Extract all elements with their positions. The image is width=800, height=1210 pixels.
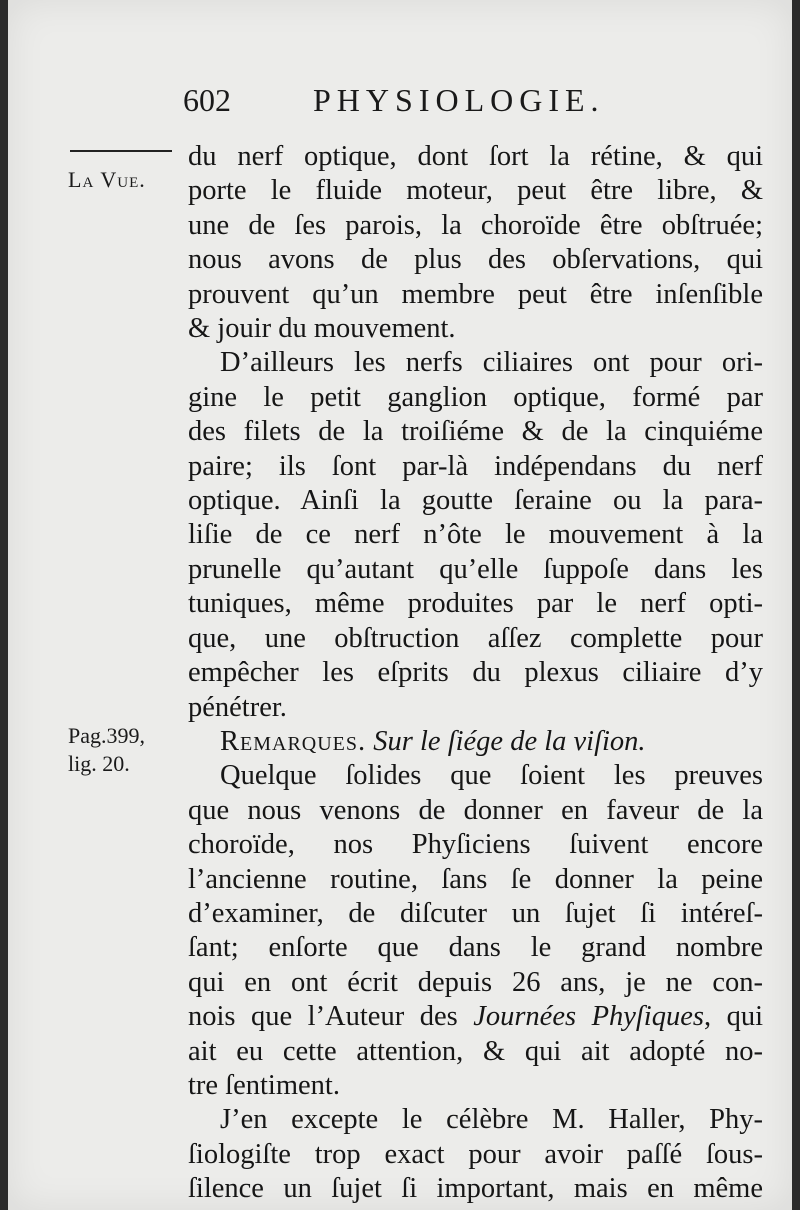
text-segment: nois que l’Auteur des (188, 1001, 474, 1033)
text-line: ſiologiſte trop exact pour avoir paſſé ſous- (188, 1138, 763, 1170)
text-line: choroïde, nos Phyſiciens ſuivent encore (188, 829, 763, 861)
text-line: tre ſentiment. (188, 1069, 340, 1101)
text-line: ſant; enſorte que dans le grand nombre (188, 932, 763, 964)
text-line: pénétrer. (188, 691, 287, 723)
text-line: ait eu cette attention, & qui ait adopté no- (188, 1035, 763, 1067)
text-line: d’examiner, de diſcuter un ſujet ſi intéreſ- (188, 897, 763, 929)
text-line: tuniques, même produites par le nerf opti- (188, 588, 763, 620)
text-line: une de ſes parois, la choroïde être obſtruée; (188, 209, 763, 241)
text-line: qui en ont écrit depuis 26 ans, je ne con- (188, 966, 763, 998)
body-text (188, 140, 763, 1207)
section-heading (188, 725, 763, 759)
text-line: liſie de ce nerf n’ôte le mouvement à la (188, 519, 763, 551)
text-line: porte le fluide moteur, peut être libre, & (188, 175, 763, 207)
margin-page-reference (68, 722, 145, 778)
text-line: J’en excepte le célèbre M. Haller, Phy- (220, 1104, 763, 1136)
text-line: ſilence un ſujet ſi important, mais en même (188, 1173, 763, 1205)
running-title: PHYSIOLOGIE. (313, 82, 605, 118)
text-line: prunelle qu’autant qu’elle ſuppoſe dans les (188, 553, 763, 585)
margin-section-label: La Vue. (68, 167, 146, 192)
margin-rule (70, 150, 172, 152)
book-page (8, 0, 792, 1210)
text-line: Quelque ſolides que ſoient les preuves (220, 760, 763, 792)
text-line: optique. Ainſi la goutte ſeraine ou la para- (188, 485, 763, 517)
text-segment: , qui (703, 1001, 763, 1033)
text-line: que nous venons de donner en faveur de la (188, 794, 763, 826)
margin-reference-line: lig. 20. (68, 751, 130, 776)
text-line: des filets de la troiſiéme & de la cinquiéme (188, 416, 763, 448)
text-line: & jouir du mouvement. (188, 313, 456, 345)
text-line: nous avons de plus des obſervations, qui (188, 244, 763, 276)
text-line: que, une obſtruction aſſez complette pour (188, 622, 763, 654)
page-header (183, 82, 773, 126)
text-line: empêcher les eſprits du plexus ciliaire d’y (188, 657, 763, 689)
text-line: paire; ils ſont par-là indépendans du nerf (188, 450, 763, 482)
page-number: 602 (183, 82, 231, 118)
text-line (188, 1000, 763, 1034)
remarques-subtitle: Sur le ſiége de la viſion. (373, 725, 646, 757)
journal-title: Journées Phyſiques (473, 1001, 704, 1033)
text-line: prouvent qu’un membre peut être inſenſible (188, 278, 763, 310)
remarques-label: Remarques. (220, 725, 367, 757)
text-line: du nerf optique, dont ſort la rétine, & qui (188, 141, 763, 172)
text-line: gine le petit ganglion optique, formé par (188, 381, 763, 413)
text-line: l’ancienne routine, ſans ſe donner la peine (188, 863, 763, 895)
margin-reference-line: Pag.399, (68, 723, 145, 748)
text-line: D’ailleurs les nerfs ciliaires ont pour ori- (220, 347, 763, 379)
